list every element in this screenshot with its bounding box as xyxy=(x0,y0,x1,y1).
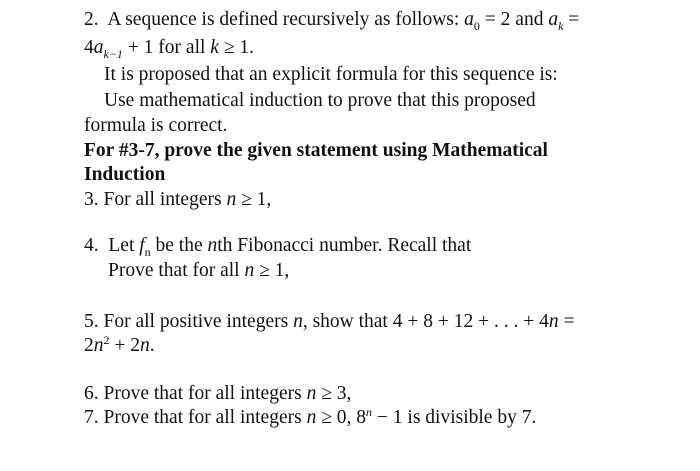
problem-2-line-1: 2. A sequence is defined recursively as follows: $a_0 = 2$ and $a_k$ = xyxy=(84,9,580,33)
section-heading-line-1: For #3-7, prove the given statement using Mathematical xyxy=(84,140,548,161)
problem-2-line-5: formula is correct. xyxy=(84,115,228,136)
section-heading-line-2: Induction xyxy=(84,164,166,185)
problem-2-line-3: It is proposed that an explicit formula for this sequence is: xyxy=(104,64,558,85)
problem-5-line-2: $2n^2 + 2n$. xyxy=(84,333,155,356)
problem-2-line-2: $4a_{k-1} + 1$ for all k ≥ 1. xyxy=(84,37,255,61)
problem-2-line-4: Use mathematical induction to prove that this proposed xyxy=(104,90,536,111)
problem-7: 7. Prove that for all integers n ≥ 0, $8^n - 1$ is divisible by 7. xyxy=(84,405,537,428)
problem-6: 6. Prove that for all integers n ≥ 3, xyxy=(84,383,352,404)
problem-3: 3. For all integers n ≥ 1, xyxy=(84,189,272,210)
problem-4-line-2: Prove that for all n ≥ 1, xyxy=(108,260,290,281)
problem-4-line-1: 4. Let $f_n$ be the nth Fibonacci number. Recall that xyxy=(84,235,472,259)
problem-2-number: 2. xyxy=(84,9,99,30)
problem-5-line-1: 5. For all positive integers n, show that 4 + 8 + 12 + . . . + 4n = xyxy=(84,311,575,332)
